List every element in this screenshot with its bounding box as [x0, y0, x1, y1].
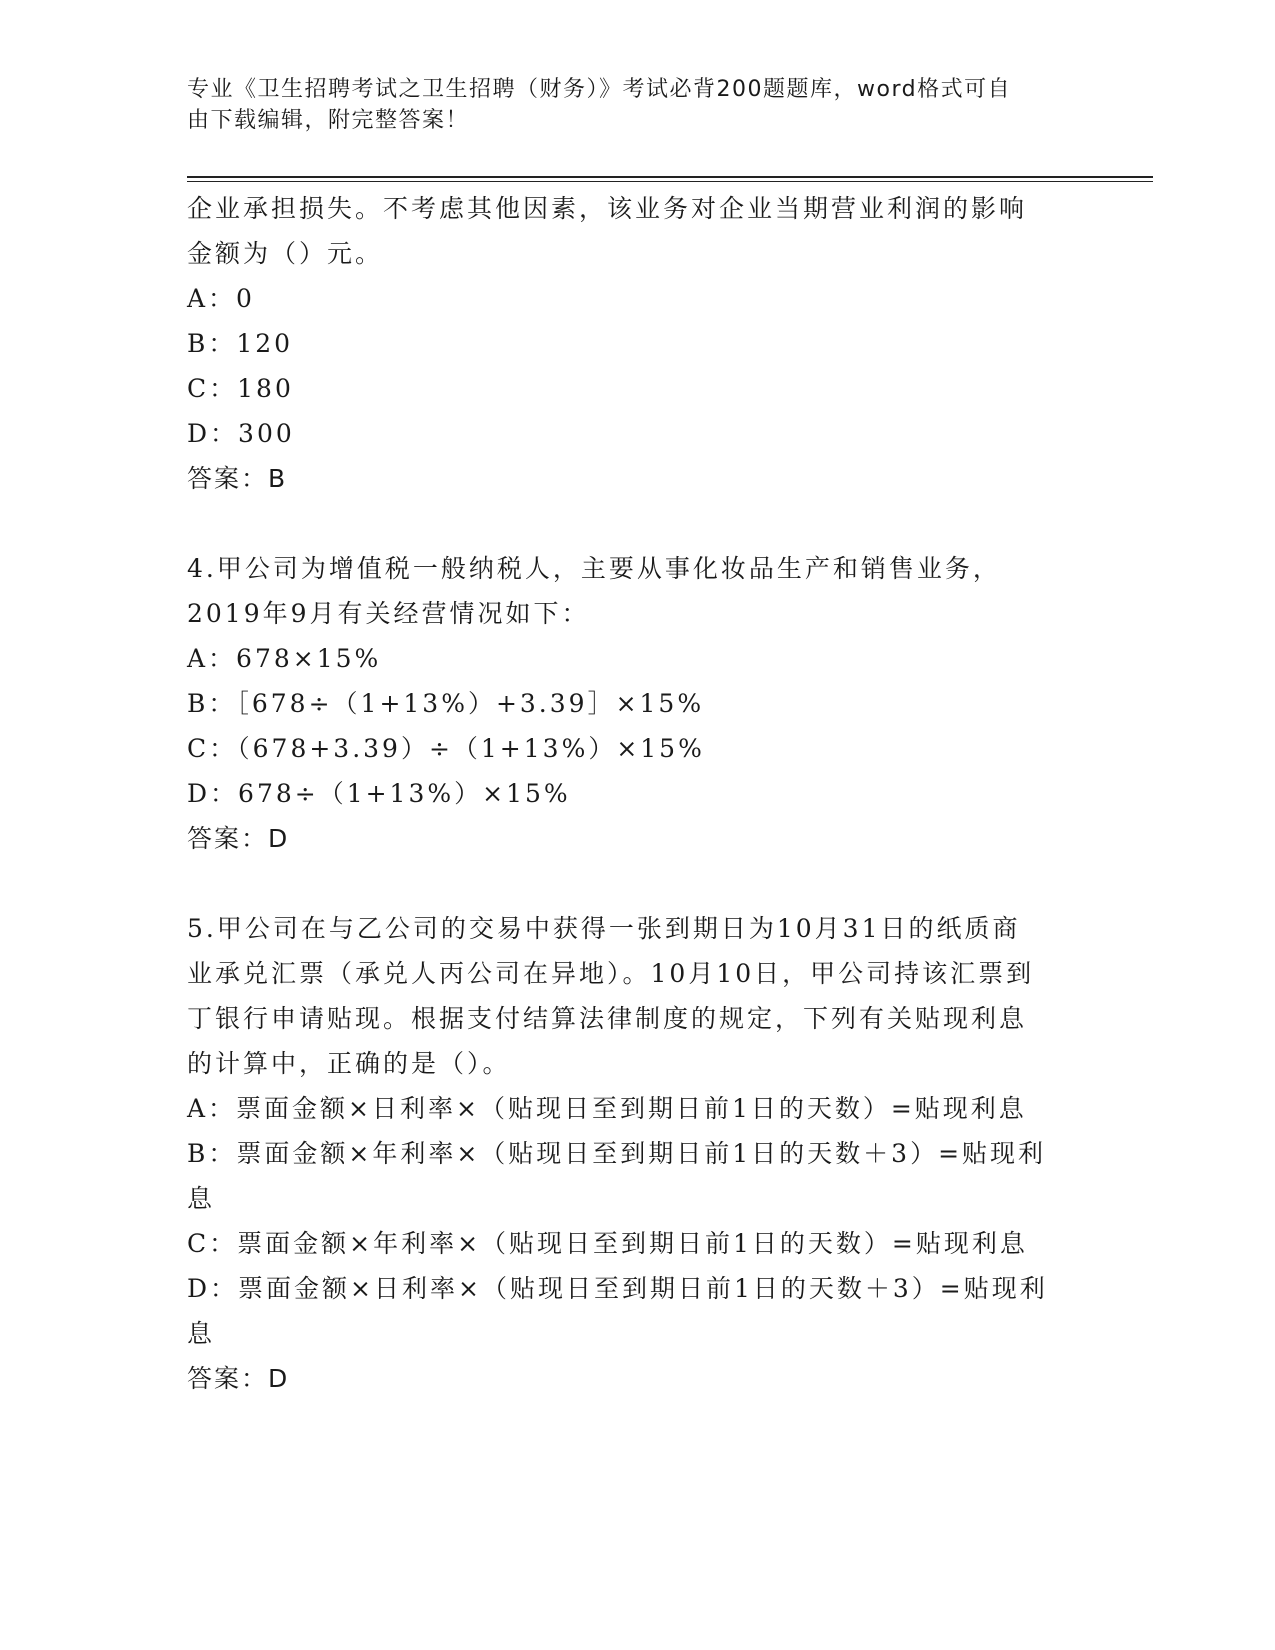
- option-c: C：（678+3.39）÷（1+13%）×15%: [187, 734, 705, 763]
- header-line-1: 专业《卫生招聘考试之卫生招聘（财务）》考试必背200题题库，word格式可自: [187, 77, 1012, 102]
- option-a: A：票面金额×日利率×（贴现日至到期日前1日的天数）=贴现利息: [187, 1094, 1027, 1123]
- option-b: B：［678÷（1+13%）+3.39］×15%: [187, 689, 705, 718]
- option-d: D：300: [187, 419, 295, 448]
- question-stem-line: 企业承担损失。不考虑其他因素，该业务对企业当期营业利润的影响: [187, 194, 1028, 223]
- header-divider-thin: [187, 181, 1153, 182]
- answer-line: 答案：B: [187, 464, 288, 493]
- question-4: [187, 546, 1087, 861]
- option-a: A：0: [187, 284, 255, 313]
- question-stem-line: 丁银行申请贴现。根据支付结算法律制度的规定，下列有关贴现利息: [187, 1004, 1028, 1033]
- option-d: D：票面金额×日利率×（贴现日至到期日前1日的天数＋3）=贴现利: [187, 1274, 1048, 1303]
- option-d: D：678÷（1+13%）×15%: [187, 779, 571, 808]
- question-stem-line: 4.甲公司为增值税一般纳税人，主要从事化妆品生产和销售业务，: [187, 554, 1001, 583]
- question-stem-line: 业承兑汇票（承兑人丙公司在异地）。10月10日，甲公司持该汇票到: [187, 959, 1035, 988]
- option-c: C：180: [187, 374, 294, 403]
- question-3: [187, 186, 1087, 501]
- option-c: C：票面金额×年利率×（贴现日至到期日前1日的天数）=贴现利息: [187, 1229, 1028, 1258]
- question-5: [187, 906, 1087, 1401]
- document-header: [187, 74, 1067, 136]
- question-stem-line: 金额为（）元。: [187, 239, 384, 268]
- question-stem-line: 5.甲公司在与乙公司的交易中获得一张到期日为10月31日的纸质商: [187, 914, 1021, 943]
- header-divider-thick: [187, 176, 1153, 178]
- spacer: [187, 501, 1087, 546]
- option-b: B：120: [187, 329, 294, 358]
- answer-line: 答案：D: [187, 1364, 290, 1393]
- option-d-continued: 息: [187, 1319, 216, 1348]
- header-line-2: 由下载编辑，附完整答案！: [187, 108, 470, 133]
- answer-line: 答案：D: [187, 824, 290, 853]
- option-b: B：票面金额×年利率×（贴现日至到期日前1日的天数＋3）=贴现利: [187, 1139, 1047, 1168]
- question-stem-line: 2019年9月有关经营情况如下：: [187, 599, 590, 628]
- question-stem-line: 的计算中，正确的是（）。: [187, 1049, 511, 1078]
- question-content: [187, 186, 1087, 1401]
- option-a: A：678×15%: [187, 644, 382, 673]
- spacer: [187, 861, 1087, 906]
- option-b-continued: 息: [187, 1184, 216, 1213]
